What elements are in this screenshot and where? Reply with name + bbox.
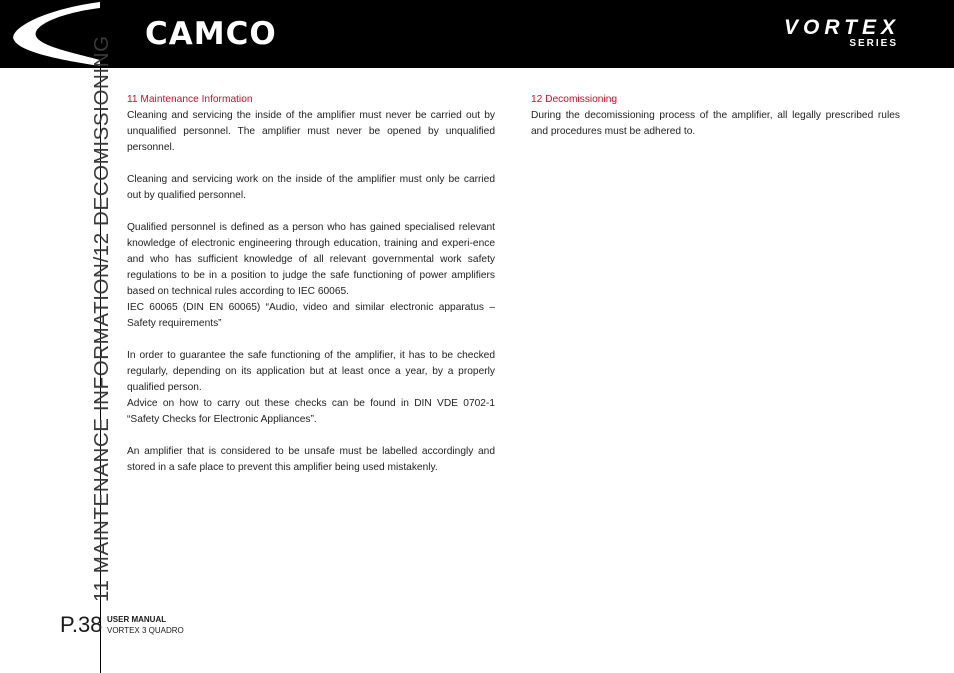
section-heading-decomissioning: 12 Decomissioning	[531, 94, 618, 105]
brand-logo: CAMCO	[145, 16, 277, 52]
paragraph: IEC 60065 (DIN EN 60065) “Audio, video and similar electronic apparatus – Safety requirements”	[127, 302, 495, 329]
right-column	[531, 92, 900, 140]
manual-model: VORTEX 3 QUADRO	[107, 626, 184, 635]
paragraph: In order to guarantee the safe functioning of the amplifier, it has to be checked regularly, depending on its application but at least once a year, by a properly qualified person.	[127, 350, 495, 393]
series-logo-sub: SERIES	[849, 38, 898, 49]
page-header	[0, 0, 954, 68]
section-title-vertical: 11 MAINTENANCE INFORMATION/12 DECOMISSIONING	[90, 35, 113, 602]
paragraph: Qualified personnel is defined as a person who has gained specialised relevant knowledge of electronic engineering through education, training and experi-ence and who has sufficient knowledge of all relevant governmental work safety regulations to be in a position to judge the safe functioning of power amplifiers based on technical rules according to IEC 60065.	[127, 222, 495, 297]
manual-title: USER MANUAL	[107, 615, 167, 624]
paragraph: Cleaning and servicing the inside of the amplifier must never be carried out by unqualified personnel. The amplifier must never be opened by unqualified personnel.	[127, 110, 495, 153]
paragraph: During the decomissioning process of the amplifier, all legally prescribed rules and procedures must be adhered to.	[531, 110, 900, 137]
paragraph: Advice on how to carry out these checks can be found in DIN VDE 0702-1 “Safety Checks for Electronic Appliances”.	[127, 398, 495, 425]
series-logo: VORTEX	[784, 16, 900, 39]
page-number: P.38	[60, 612, 103, 637]
paragraph: Cleaning and servicing work on the inside of the amplifier must only be carried out by qualified personnel.	[127, 174, 495, 201]
paragraph: An amplifier that is considered to be unsafe must be labelled accordingly and stored in a safe place to prevent this amplifier being used mistakenly.	[127, 446, 495, 473]
left-column	[127, 92, 495, 476]
section-heading-maintenance: 11 Maintenance Information	[127, 94, 253, 105]
